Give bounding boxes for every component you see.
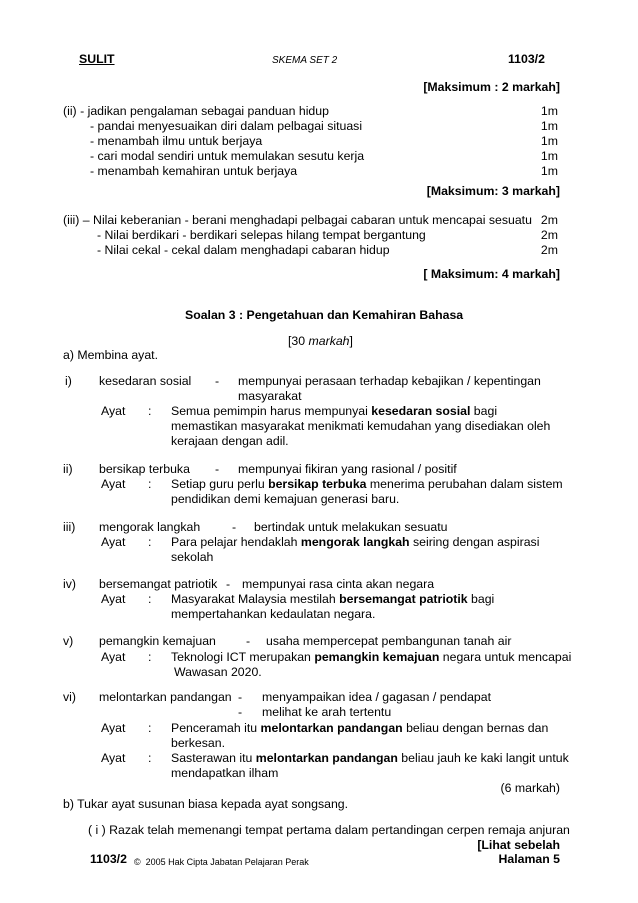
ayat-colon: :: [148, 404, 152, 418]
soalan-marks: [30 markah]: [288, 334, 353, 348]
section-iii-line: - Nilai cekal - cekal dalam menghadapi cabaran hidup: [97, 243, 390, 257]
section-ii-item: - cari modal sendiri untuk memulakan sesutu kerja: [90, 149, 365, 163]
section-ii-intro: (ii) - jadikan pengalaman sebagai panduan hidup: [63, 104, 329, 118]
item-number: iv): [63, 577, 76, 591]
item-term: kesedaran sosial: [99, 374, 192, 388]
item-meaning: melihat ke arah tertentu: [262, 705, 392, 719]
section-ii-mark: 1m: [540, 104, 558, 118]
item-term: pemangkin kemajuan: [99, 634, 216, 648]
part-b-label: b) Tukar ayat susunan biasa kepada ayat songsang.: [63, 797, 349, 811]
item-meaning: masyarakat: [238, 389, 302, 403]
ayat-colon: :: [148, 592, 152, 606]
ayat-label: Ayat: [101, 592, 126, 606]
ayat-label: Ayat: [101, 751, 126, 765]
item-number: vi): [63, 690, 76, 704]
section-iii-line: (iii) – Nilai keberanian - berani menghadapi pelbagai cabaran untuk mencapai sesuatu: [63, 213, 532, 227]
ayat-colon: :: [148, 721, 152, 735]
ayat-sentence: Semua pemimpin harus mempunyai kesedaran sosial bagi: [171, 404, 498, 418]
ayat-label: Ayat: [101, 650, 126, 664]
section-ii-mark: 1m: [540, 164, 558, 178]
ayat-colon: :: [148, 650, 152, 664]
header-sulit: SULIT: [79, 52, 115, 66]
footer-code: 1103/2: [90, 852, 127, 866]
section-iii-mark: 2m: [540, 243, 558, 257]
ayat-colon: :: [148, 535, 152, 549]
item-dash: -: [238, 690, 243, 704]
item-meaning: mempunyai perasaan terhadap kebajikan / kepentingan: [238, 374, 541, 388]
section-ii-item: - menambah ilmu untuk berjaya: [90, 134, 263, 148]
ayat-continuation: pendidikan demi kemajuan generasi baru.: [171, 492, 400, 506]
item-term: bersemangat patriotik: [99, 577, 218, 591]
item-dash: -: [215, 462, 220, 476]
section-ii-mark: 1m: [540, 119, 558, 133]
item-number: i): [65, 374, 72, 388]
section-ii-mark: 1m: [540, 134, 558, 148]
section-ii-item: - menambah kemahiran untuk berjaya: [90, 164, 298, 178]
ayat-continuation: memastikan masyarakat menikmati kemudahan yang disediakan oleh: [171, 419, 551, 433]
ayat-sentence: Masyarakat Malaysia mestilah bersemangat patriotik bagi: [171, 592, 495, 606]
lihat-sebelah: [Lihat sebelah: [477, 838, 560, 852]
ayat-sentence: Teknologi ICT merupakan pemangkin kemajuan negara untuk mencapai: [171, 650, 572, 664]
ayat-sentence: Setiap guru perlu bersikap terbuka menerima perubahan dalam sistem: [171, 477, 563, 491]
part-b-item: ( i ) Razak telah memenangi tempat pertama dalam pertandingan cerpen remaja anjuran: [88, 823, 570, 837]
item-meaning: usaha mempercepat pembangunan tanah air: [266, 634, 512, 648]
ayat-continuation: berkesan.: [171, 736, 226, 750]
ayat-label: Ayat: [101, 477, 126, 491]
ayat-continuation: mempertahankan kedaulatan negara.: [171, 607, 376, 621]
header-code: 1103/2: [508, 52, 545, 66]
section-iii-mark: 2m: [540, 228, 558, 242]
item-dash: -: [238, 705, 243, 719]
ayat-label: Ayat: [101, 721, 126, 735]
item-dash: -: [215, 374, 220, 388]
ayat-continuation: sekolah: [171, 550, 214, 564]
ayat-colon: :: [148, 751, 152, 765]
ayat-colon: :: [148, 477, 152, 491]
ayat-sentence: Para pelajar hendaklah mengorak langkah seiring dengan aspirasi: [171, 535, 540, 549]
item-meaning: bertindak untuk melakukan sesuatu: [254, 520, 448, 534]
ayat-continuation: Wawasan 2020.: [174, 665, 262, 679]
part-a-marks: (6 markah): [500, 781, 560, 795]
item-number: ii): [63, 462, 73, 476]
section-iii-line: - Nilai berdikari - berdikari selepas hilang tempat bergantung: [97, 228, 426, 242]
soalan-title: Soalan 3 : Pengetahuan dan Kemahiran Bahasa: [185, 308, 464, 322]
item-term: bersikap terbuka: [99, 462, 190, 476]
ayat-label: Ayat: [101, 535, 126, 549]
part-a-label: a) Membina ayat.: [63, 348, 159, 362]
footer-halaman: Halaman 5: [498, 852, 560, 866]
item-dash: -: [226, 577, 231, 591]
item-number: iii): [63, 520, 76, 534]
item-term: melontarkan pandangan: [99, 690, 232, 704]
section-ii-item: - pandai menyesuaikan diri dalam pelbagai situasi: [90, 119, 363, 133]
ayat-continuation: mendapatkan ilham: [171, 766, 279, 780]
item-meaning: menyampaikan idea / gagasan / pendapat: [262, 690, 492, 704]
header-skema: SKEMA SET 2: [272, 55, 338, 66]
footer-copyright: © 2005 Hak Cipta Jabatan Pelajaran Perak: [134, 857, 309, 867]
section-ii-mark: 1m: [540, 149, 558, 163]
item-term: mengorak langkah: [99, 520, 201, 534]
ayat-label: Ayat: [101, 404, 126, 418]
item-dash: -: [232, 520, 237, 534]
ayat-continuation: kerajaan dengan adil.: [171, 434, 289, 448]
item-meaning: mempunyai fikiran yang rasional / positif: [238, 462, 457, 476]
section-iii-mark: 2m: [540, 213, 558, 227]
item-meaning: mempunyai rasa cinta akan negara: [242, 577, 435, 591]
ayat-sentence: Sasterawan itu melontarkan pandangan beliau jauh ke kaki langit untuk: [171, 751, 569, 765]
max-marks-3: [ Maksimum: 4 markah]: [423, 267, 560, 281]
ayat-sentence: Penceramah itu melontarkan pandangan beliau dengan bernas dan: [171, 721, 549, 735]
max-marks-2: [Maksimum: 3 markah]: [426, 184, 560, 198]
max-marks-1: [Maksimum : 2 markah]: [423, 80, 560, 94]
item-dash: -: [246, 634, 251, 648]
item-number: v): [63, 634, 74, 648]
